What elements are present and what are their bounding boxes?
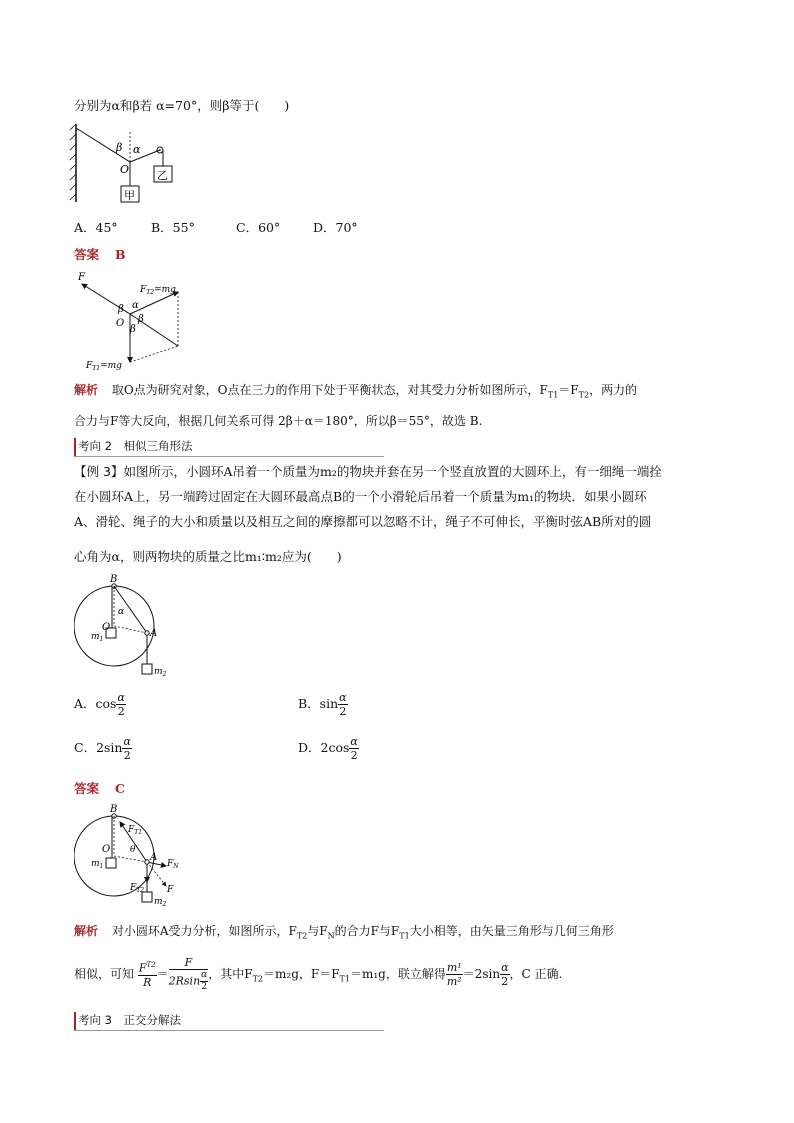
pulley-figure [66, 118, 186, 206]
force-ft1-label: $F_{T1}=mg$ [86, 361, 122, 372]
option-c[interactable]: C．2sin $\frac{\alpha}{2}$ [74, 735, 131, 762]
option-c[interactable]: C．60° [236, 220, 281, 235]
analysis-label: 解析 [74, 383, 99, 397]
block-yi-label: 乙 [157, 169, 168, 182]
point-a-label: A [150, 628, 158, 639]
example3-line-2: 在小圆环A上，另一端跨过固定在大圆环最高点B的一个小滑轮后吊着一个质量为m₁的物块．如果小圆环 [74, 489, 647, 504]
point-o-label: O [102, 622, 111, 633]
answer-label: 答案 [74, 781, 100, 796]
mass-m2-label: $m_2$ [154, 667, 167, 678]
mass-m1-label: $m_1$ [91, 632, 104, 643]
force-ft2-label: $F_{T2}=mg$ [140, 285, 176, 296]
section-header-2 [74, 438, 384, 457]
answer-value: C [115, 781, 125, 796]
point-o-label: O [116, 318, 125, 329]
alpha-label: α [118, 607, 125, 617]
answer-row [74, 245, 126, 263]
answer-label: 答案 [74, 247, 100, 262]
point-o-label: O [102, 844, 111, 855]
beta-label: β [118, 304, 124, 315]
analysis-line-2: 合力与F等大反向，根据几何关系可得 2β＋α＝180°，所以β＝55°，故选 B. [74, 414, 483, 429]
section-title: 考向 2 相似三角形法 [78, 439, 193, 453]
option-d[interactable]: D．2cos $\frac{\alpha}{2}$ [298, 735, 358, 762]
block-jia-label: 甲 [124, 189, 135, 202]
beta-label: β [116, 141, 123, 154]
point-b-label: B [110, 804, 118, 815]
example3-line-4: 心角为α，则两物块的质量之比m₁∶m₂应为( ) [74, 549, 342, 564]
circle-force-diagram [74, 800, 194, 912]
section-title: 考向 3 正交分解法 [78, 1013, 181, 1027]
circle-figure [74, 570, 184, 682]
force-diagram [74, 268, 194, 372]
force-fn-label: $F_N$ [167, 859, 179, 870]
analysis-block: 解析 取O点为研究对象，O点在三力的作用下处于平衡状态，对其受力分析如图所示，$F_{T1}=F_{T2}$，两力的 合力与F等大反向，根据几何关系可得 2β＋α＝180°，所以β＝55°，故选 B. [74, 377, 724, 434]
analysis-label: 解析 [74, 924, 99, 938]
answer-row [74, 779, 125, 797]
question-stem: 分别为α和β若 α=70°，则β等于( ) [74, 98, 290, 113]
beta-label: β [130, 324, 136, 335]
option-b[interactable]: B．55° [151, 220, 195, 235]
analysis-text: 取O点为研究对象，O点在三力的作用下处于平衡状态，对其受力分析如图所示，F [111, 383, 548, 397]
mass-m2-label: $m_2$ [154, 897, 167, 908]
analysis-line-2: 相似，可知 $\frac{F^{T2}}{R}$ ＝ F 2Rsin $\frac{\alpha}{2}$ ，其中$F_{T2}=m_2g$，$F=F_{T1}=m_1g$，联立解得 $\frac{\text{m¹}}{\text{m²}}$ ＝2sin $\frac{\alpha}{2}$ ，C 正确. [74, 956, 563, 993]
force-ft2-label: $F_{T2}$ [130, 883, 145, 894]
option-d[interactable]: D．70° [313, 220, 358, 235]
option-b[interactable]: B．sin $\frac{\alpha}{2}$ [298, 691, 347, 718]
mass-m1-label: $m_1$ [91, 859, 104, 870]
point-b-label: B [110, 574, 118, 585]
force-f-label: F [78, 272, 85, 283]
analysis-block: 解析 对小圆环A受力分析，如图所示，$F_{T2}$与$F_N$的合力F与$F_{T1}$大小相等，由矢量三角形与几何三角形 相似，可知 $\frac{F^{T2}}{R}$ ＝ F 2Rsin $\frac{\alpha}{2}$ ，其中$F_{T2}=m_2g$，$F=F_{T1}=m_1g$，联立解得 $\frac{\text{m¹}}{\text{m²}}$ ＝2sin $\frac{\alpha}{2}$ ，C 正确. [74, 916, 724, 992]
force-ft1-label: $F_{T1}$ [128, 825, 143, 836]
answer-value: B [115, 247, 126, 262]
option-a[interactable]: A．45° [74, 220, 118, 235]
point-o-label: O [120, 163, 130, 176]
example3-line-3: A、滑轮、绳子的大小和质量以及相互之间的摩擦都可以忽略不计，绳子不可伸长，平衡时弦AB所对的圆 [74, 514, 652, 529]
force-f-label: F [167, 885, 174, 895]
example-label: 【例 3】 [74, 464, 124, 479]
option-a[interactable]: A．cos $\frac{\alpha}{2}$ [74, 691, 125, 718]
theta-label: θ [130, 845, 136, 855]
beta-label: β [138, 314, 144, 325]
section-header-3 [74, 1012, 384, 1031]
example3-line-1: 【例 3】如图所示，小圆环A吊着一个质量为m₂的物块并套在另一个竖直放置的大圆环上，有一细绳一端拴 [74, 464, 662, 479]
alpha-label: α [133, 143, 141, 156]
point-a-label: A [150, 852, 158, 863]
alpha-label: α [132, 300, 139, 311]
